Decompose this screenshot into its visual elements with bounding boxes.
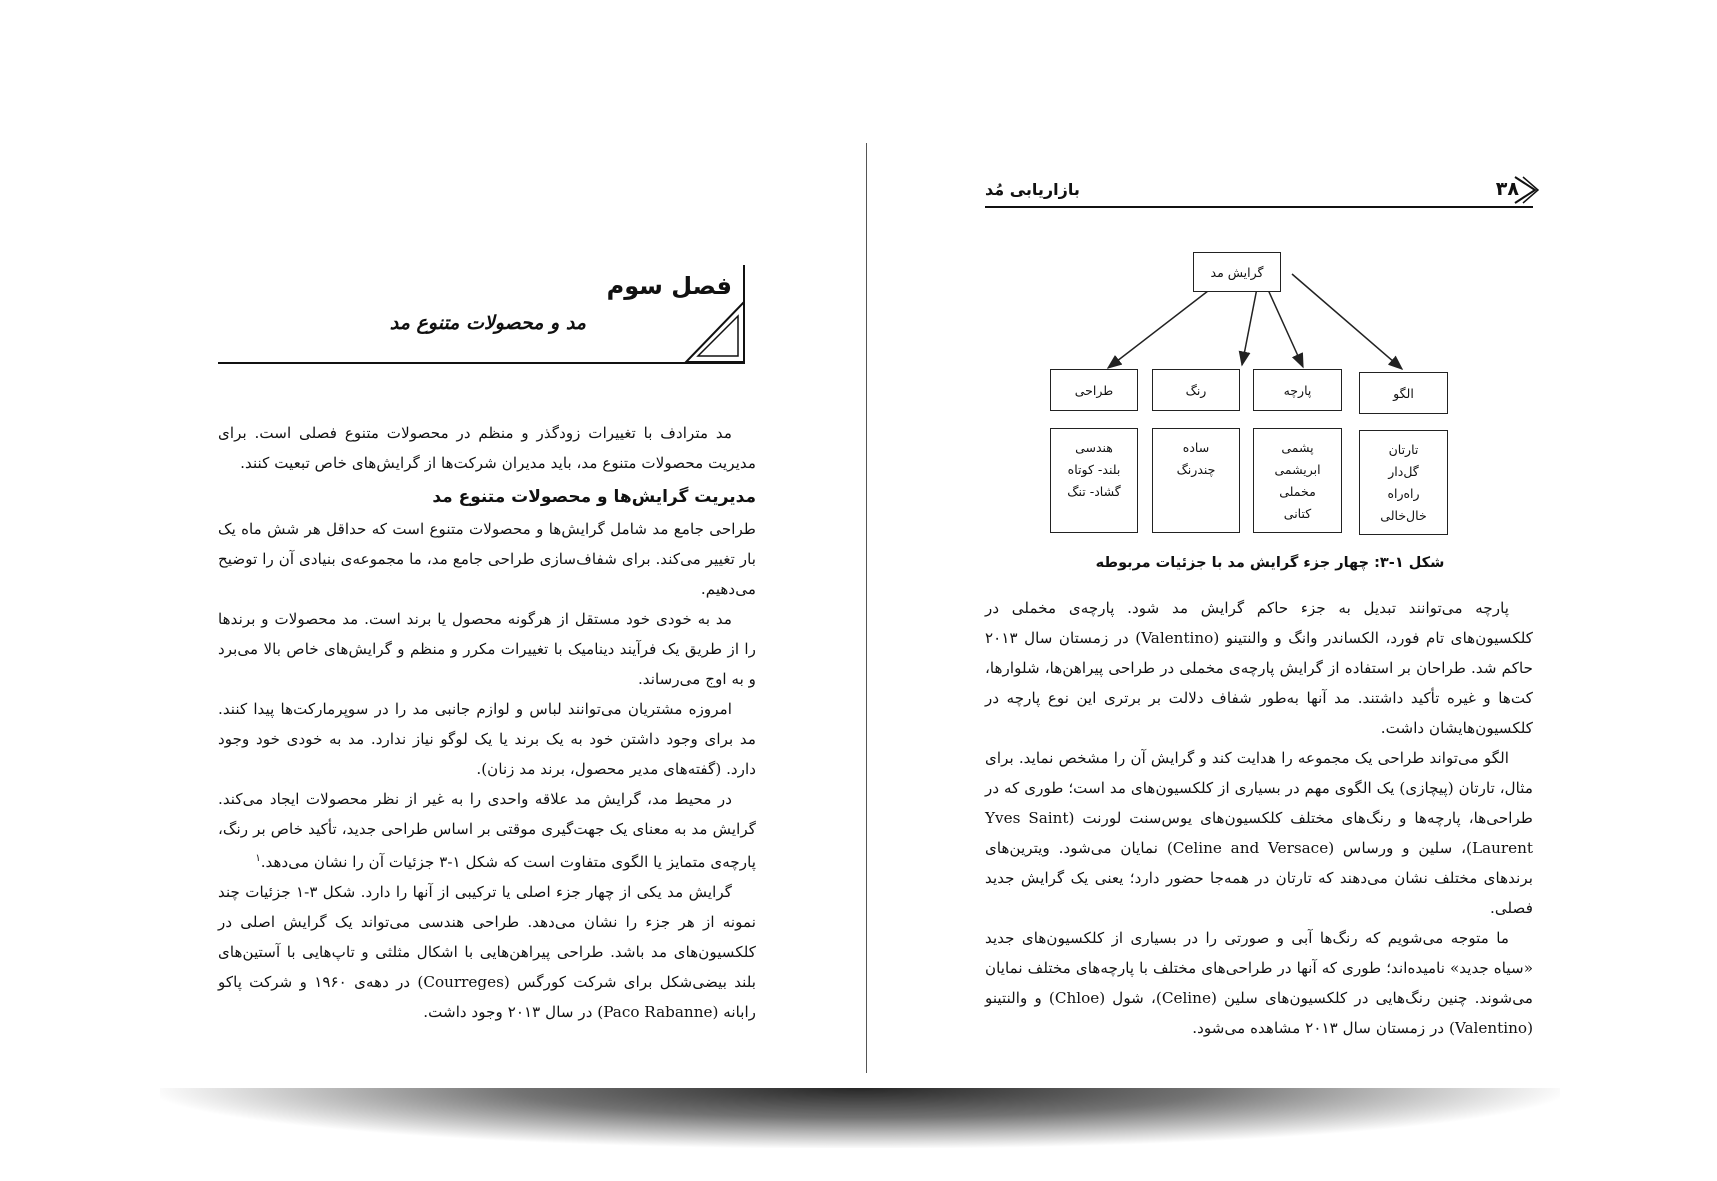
diagram-detail-item: خال‌خالی	[1380, 508, 1427, 523]
left-page-body	[218, 418, 756, 1027]
diagram-detail-item: هندسی	[1075, 440, 1113, 455]
diagram-detail-box	[1359, 430, 1448, 535]
diagram-detail-item: ساده	[1182, 440, 1210, 455]
body-paragraph-text: در محیط مد، گرایش مد علاقه واحدی را به غیر از نظر محصولات ایجاد می‌کند. گرایش مد به معنای یک جهت‌گیری موقتی بر اساس طراحی جدید، تأکید خاص بر رنگ، پارچه‌ی متمایز یا الگوی متفاوت است که شکل ۱-۳ جزئیات آن را نشان می‌دهد.	[218, 790, 756, 872]
diagram-detail-box	[1050, 428, 1138, 533]
diagram-root-box: گرایش مد	[1193, 252, 1281, 292]
diagram-detail-box	[1152, 428, 1240, 533]
diagram-detail-box	[1253, 428, 1342, 533]
body-paragraph: پارچه می‌توانند تبدیل به جزء حاکم گرایش مد شود. پارچه‌ی مخملی در کلکسیون‌های تام فورد، الکساندر وانگ و والنتینو (Valentino) در زمستان سال ۲۰۱۳ حاکم شد. طراحان بر استفاده از گرایش پارچه‌ی مخملی در طراحی پیراهن‌ها، شلوارها، کت‌ها و غیره تأکید داشتند. مد آنها به‌طور شفاف دلالت بر برتری این نوع پارچه در کلکسیون‌هایشان داشت.	[985, 599, 1533, 737]
diagram-detail-item: مخملی	[1279, 484, 1316, 499]
body-paragraph: امروزه مشتریان می‌توانند لباس و لوازم جانبی مد را در سوپرمارکت‌ها پیدا کنند. مد برای وجود داشتن خود به یک برند یا یک لوگو نیاز ندارد. مد به خودی خود وجود دارد. (گفته‌های مدیر محصول، برند مد زنان).	[218, 700, 756, 778]
diagram-detail-item: چندرنگ	[1176, 462, 1216, 477]
running-title: بازاریابی مُد	[985, 180, 1080, 199]
diagram-detail-item: ابریشمی	[1274, 462, 1321, 477]
footnote-marker: ۱	[255, 853, 261, 864]
chapter-triangle-ornament	[684, 300, 746, 364]
diagram-detail-item: گشاد- تنگ	[1067, 484, 1121, 499]
figure-caption: شکل ۱-۳: چهار جزء گرایش مد با جزئیات مربوطه	[1095, 555, 1445, 571]
diagram-detail-item: کتانی	[1283, 506, 1312, 521]
chapter-header-rule	[218, 362, 744, 364]
diagram-component-box: طراحی	[1050, 369, 1138, 411]
book-shadow	[160, 1088, 1560, 1148]
intro-paragraph: مد مترادف با تغییرات زودگذر و منظم در محصولات متنوع فصلی است. برای مدیریت محصولات متنوع مد، باید مدیران شرکت‌ها از گرایش‌های خاص تبعیت کنند.	[218, 424, 756, 472]
diagram-component-box: رنگ	[1152, 369, 1240, 411]
page-number: ۳۸	[1495, 178, 1519, 200]
body-paragraph: مد به خودی خود مستقل از هرگونه محصول یا برند است. مد محصولات و برندها را از طریق یک فرآیند دینامیک با تغییرات مکرر و منظم و گرایش‌های خاص بالا می‌برد و به اوج می‌رساند.	[218, 610, 756, 688]
body-paragraph: طراحی جامع مد شامل گرایش‌ها و محصولات متنوع است که حداقل هر شش ماه یک بار تغییر می‌کند. برای شفاف‌سازی طراحی جامع مد، ما مجموعه‌ی بنیادی آن را توضیح می‌دهیم.	[218, 520, 756, 598]
diagram-detail-item: تارتان	[1388, 442, 1419, 457]
diagram-detail-item: بلند- کوتاه	[1067, 462, 1121, 477]
body-paragraph: ما متوجه می‌شویم که رنگ‌ها آبی و صورتی را در بسیاری از کلکسیون‌های جدید «سیاه جدید» نامیده‌اند؛ طوری که آنها در طراحی‌های مختلف با پارچه‌های مختلف نمایان می‌شوند. چنین رنگ‌هایی در کلکسیون‌های سلین (Celine)، شول (Chloe) و والنتینو (Valentino) در زمستان سال ۲۰۱۳ مشاهده می‌شود.	[985, 929, 1534, 1037]
body-paragraph: الگو می‌تواند طراحی یک مجموعه را هدایت کند و گرایش آن را مشخص نماید. برای مثال، تارتان (پیچازی) یک الگوی مهم در بسیاری از کلکسیون‌های مد است؛ طوری که در طراحی‌ها، پارچه‌ها و رنگ‌های مختلف کلکسیون‌های یوس‌سنت لورنت (Yves Saint Laurent)، سلین و ورساس (Celine and Versace) نمایان می‌شود. ویترین‌های برندهای مختلف نشان می‌دهند که تارتان در همه‌جا حضور دارد؛ یعنی یک گرایش جدید فصلی.	[985, 749, 1533, 917]
body-paragraph: گرایش مد یکی از چهار جزء اصلی یا ترکیبی از آنها را دارد. شکل ۳-۱ جزئیات چند نمونه از هر جزء را نشان می‌دهد. طراحی هندسی می‌تواند یک گرایش اصلی در کلکسیون‌های مد باشد. طراحی پیراهن‌هایی با اشکال مثلثی و تاپ‌هایی با آستین‌های بلند بیضی‌شکل برای شرکت کورگس (Courreges) در دهه‌ی ۱۹۶۰ و شرکت پاکو رابانه (Paco Rabanne) در سال ۲۰۱۳ وجود داشت.	[218, 883, 757, 1022]
diagram-detail-item: گل‌دار	[1388, 464, 1419, 479]
body-paragraph-with-footnote	[218, 784, 756, 877]
diagram-component-box: الگو	[1359, 372, 1448, 414]
running-head	[985, 180, 1533, 208]
right-page-body	[985, 593, 1533, 1043]
section-heading: مدیریت گرایش‌ها و محصولات متنوع مد	[432, 487, 756, 507]
diagram-detail-item: راه‌راه	[1387, 486, 1420, 501]
chapter-title: فصل سوم	[606, 272, 732, 300]
diagram-detail-item: پشمی	[1281, 440, 1314, 455]
chapter-subtitle: مد و محصولات متنوع مد	[389, 312, 586, 334]
book-spine	[866, 143, 867, 1073]
fashion-trend-diagram	[1040, 245, 1500, 545]
diagram-component-box: پارچه	[1253, 369, 1342, 411]
